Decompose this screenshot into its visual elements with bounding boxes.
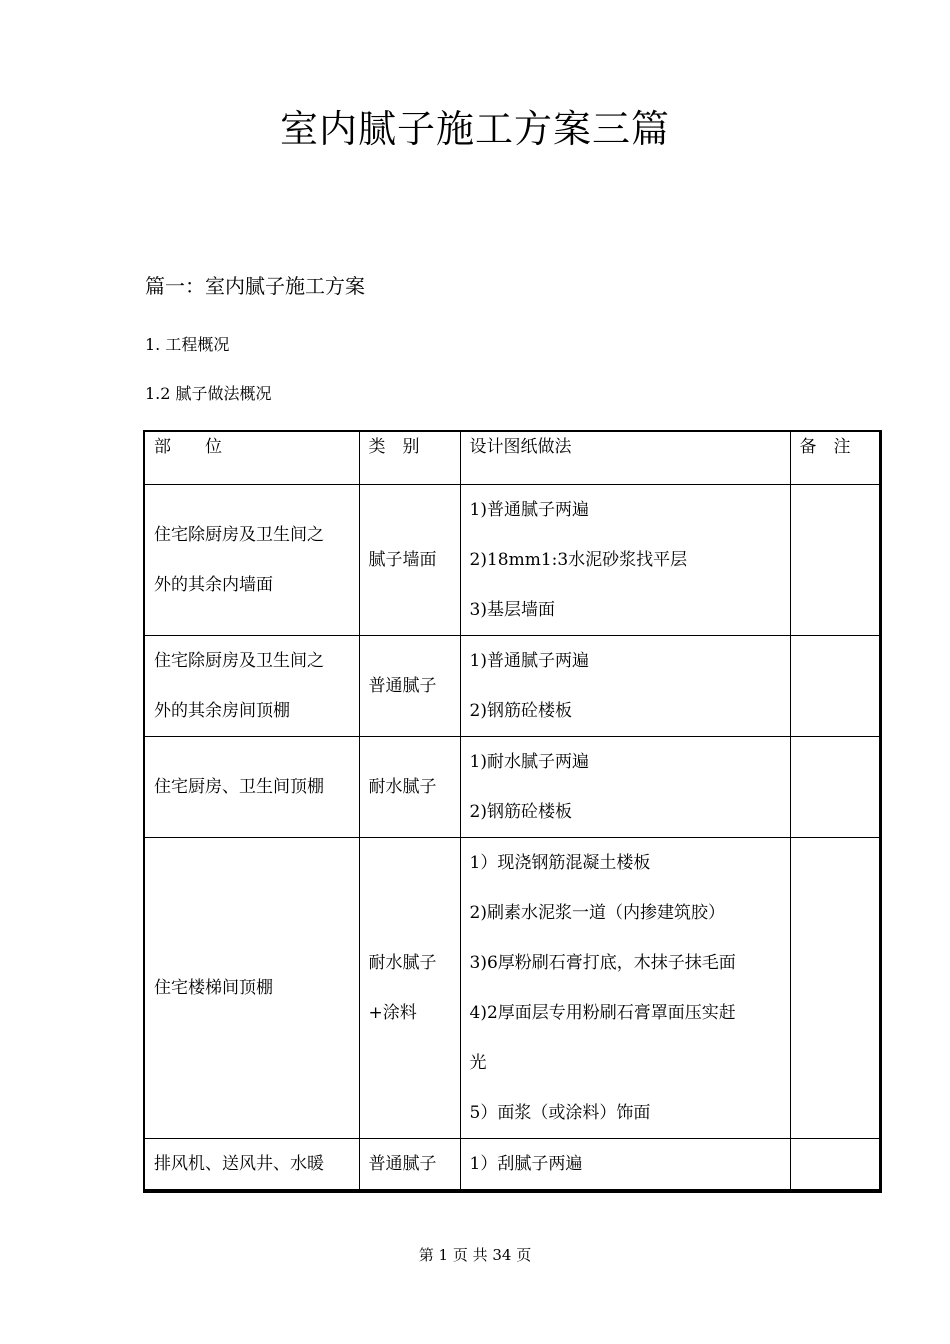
method-step: 3)基层墙面 — [469, 600, 555, 620]
cell-method — [460, 485, 790, 636]
location-line: 外的其余房间顶棚 — [154, 701, 290, 721]
location-line: 排风机、送风井、水暖 — [154, 1154, 324, 1174]
location-line: 外的其余内墙面 — [154, 575, 273, 595]
table-row — [144, 485, 880, 636]
cell-method — [460, 636, 790, 737]
item-putty-overview: 1.2 腻子做法概况 — [145, 384, 272, 403]
cell-note — [790, 485, 880, 636]
cell-note — [790, 838, 880, 1139]
cell-type — [359, 1139, 460, 1192]
cell-location — [144, 1139, 359, 1192]
method-step: 2)刷素水泥浆一道（内掺建筑胶） — [469, 903, 725, 923]
type-line: 普通腻子 — [368, 676, 437, 696]
method-step: 3)6厚粉刷石膏打底，木抹子抹毛面 — [469, 953, 736, 973]
method-step: 2)钢筋砼楼板 — [469, 701, 572, 721]
item-engineering-overview: 1. 工程概况 — [145, 335, 230, 354]
header-note: 备 注 — [790, 431, 880, 485]
cell-method — [460, 1139, 790, 1192]
header-method: 设计图纸做法 — [460, 431, 790, 485]
type-line: 耐水腻子 — [368, 953, 437, 973]
cell-method — [460, 838, 790, 1139]
location-line: 住宅厨房、卫生间顶棚 — [154, 777, 324, 797]
location-line: 住宅楼梯间顶棚 — [154, 978, 273, 998]
header-location: 部 位 — [144, 431, 359, 485]
cell-location — [144, 838, 359, 1139]
method-step: 1)普通腻子两遍 — [469, 500, 589, 520]
cell-location — [144, 485, 359, 636]
method-step: 光 — [469, 1053, 487, 1073]
cell-note — [790, 737, 880, 838]
cell-type — [359, 636, 460, 737]
cell-type — [359, 485, 460, 636]
table-header-row — [144, 431, 880, 485]
method-step: 1）刮腻子两遍 — [469, 1154, 583, 1174]
method-step: 1)耐水腻子两遍 — [469, 752, 589, 772]
method-step: 2)18mm1:3水泥砂浆找平层 — [469, 550, 688, 570]
putty-method-table — [143, 430, 879, 1193]
type-line: 腻子墙面 — [368, 550, 437, 570]
page-footer: 第 1 页 共 34 页 — [418, 1246, 532, 1264]
header-type: 类 别 — [359, 431, 460, 485]
table-row — [144, 737, 880, 838]
cell-location — [144, 636, 359, 737]
table-row — [144, 838, 880, 1139]
type-line: 耐水腻子 — [368, 777, 437, 797]
cell-method — [460, 737, 790, 838]
section-heading: 篇一：室内腻子施工方案 — [145, 274, 365, 298]
type-line: +涂料 — [368, 1003, 417, 1023]
method-step: 4)2厚面层专用粉刷石膏罩面压实赶 — [469, 1003, 736, 1023]
method-step: 1）现浇钢筋混凝土楼板 — [469, 853, 651, 873]
cell-note — [790, 1139, 880, 1192]
cell-type — [359, 737, 460, 838]
table-row — [144, 1139, 880, 1192]
method-step: 2)钢筋砼楼板 — [469, 802, 572, 822]
table-row — [144, 636, 880, 737]
cell-location — [144, 737, 359, 838]
location-line: 住宅除厨房及卫生间之 — [154, 651, 324, 671]
location-line: 住宅除厨房及卫生间之 — [154, 525, 324, 545]
cell-type — [359, 838, 460, 1139]
cell-note — [790, 636, 880, 737]
type-line: 普通腻子 — [368, 1154, 437, 1174]
document-title: 室内腻子施工方案三篇 — [279, 107, 670, 151]
method-step: 5）面浆（或涂料）饰面 — [469, 1103, 651, 1123]
method-step: 1)普通腻子两遍 — [469, 651, 589, 671]
